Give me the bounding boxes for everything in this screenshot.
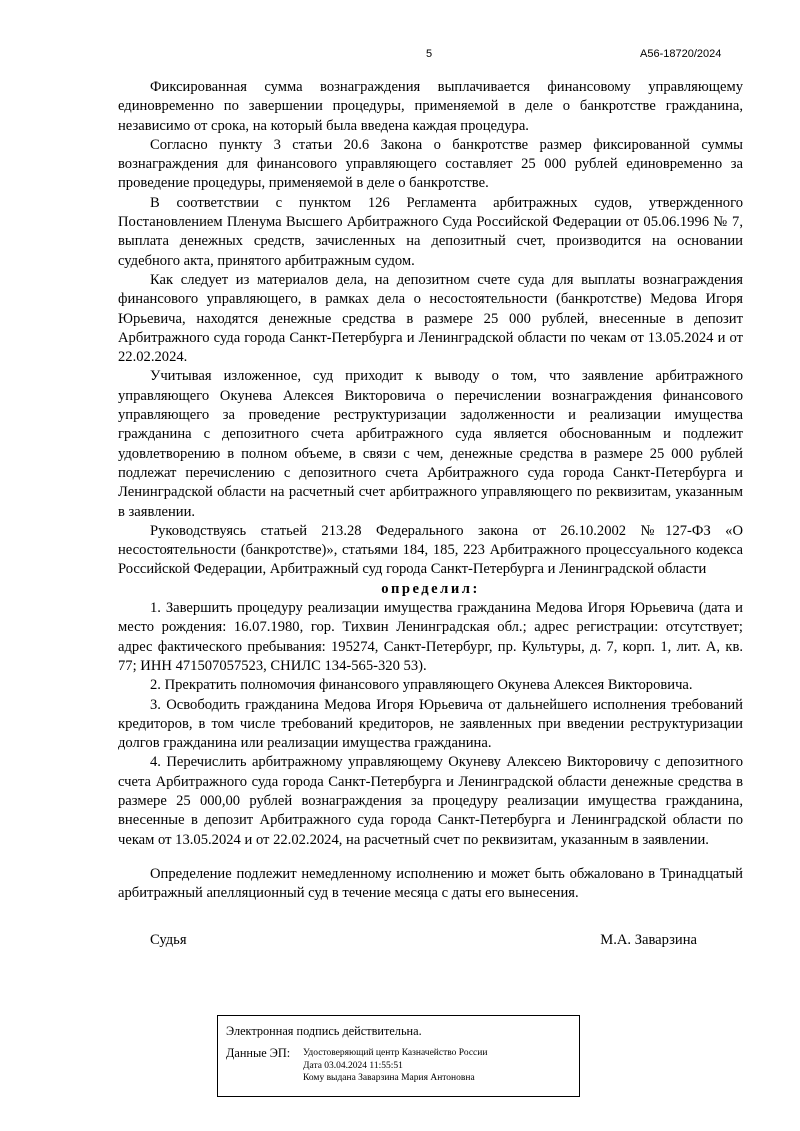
decision-item: 4. Перечислить арбитражному управляющему Окуневу Алексею Викторовичу с депозитного счета Арбитражного суда города Санкт-Петербурга и Ленинградской области денежные средства в размере 25 000,00 рублей вознаграждения за процедуру реализации имущества гражданина, внесенные в депозит Арбитражного суда города Санкт-Петербурга и Ленинградской области по чекам от 13.05.2024 и от 22.02.2024, на расчетный счет по реквизитам, указанным в заявлении. [118,754,743,848]
page-number: 5 [426,48,433,60]
case-number: А56-18720/2024 [640,48,722,60]
decision-heading: определил: [381,580,480,597]
spacer [118,850,743,865]
decision-item: 3. Освободить гражданина Медова Игоря Юрьевича от дальнейшего исполнения требований кредиторов, в том числе требований кредиторов, не заявленных при введении реструктуризации долгов гражданина или реализации имущества гражданина. [118,696,743,752]
signature-line [118,932,697,949]
judge-role: Судья [150,932,187,948]
stamp-issued-to: Кому выдана Заварзина Мария Антоновна [303,1073,475,1084]
decision-item: 1. Завершить процедуру реализации имущества гражданина Медова Игоря Юрьевича (дата и место рождения: 16.07.1980, гор. Тихвин Ленинградская обл.; адрес регистрации: отсутствует; адрес фактического пребывания: 195274, Санкт-Петербург, пр. Культуры, д. 7, корп. 1, лит. А, кв. 77; ИНН 471507057523, СНИЛС 134-565-320 53). [118,600,743,674]
document-body [118,78,743,903]
paragraph: Фиксированная сумма вознаграждения выплачивается финансовому управляющему единовременно по завершении процедуры, применяемой в деле о банкротстве гражданина, независимо от срока, на который была введена каждая процедура. [118,79,743,134]
stamp-title: Электронная подпись действительна. [226,1024,422,1038]
paragraph: Руководствуясь статьей 213.28 Федерального закона от 26.10.2002 №127-ФЗ «О несостоятельности (банкротстве)», статьями 184, 185, 223 Арбитражного процессуального кодекса Российской Федерации, Арбитражный суд города Санкт-Петербурга и Ленинградской области [118,522,743,578]
stamp-details [303,1047,487,1085]
stamp-label: Данные ЭП: [226,1046,291,1060]
judge-name: М.А. Заварзина [600,932,697,948]
closing-paragraph: Определение подлежит немедленному исполнению и может быть обжаловано в Тринадцатый арбитражный апелляционный суд в течение месяца с даты его вынесения. [118,865,743,902]
paragraph: В соответствии с пунктом 126 Регламента арбитражных судов, утвержденного Постановлением Пленума Высшего Арбитражного Суда Российской Федерации от 05.06.1996 № 7, выплата денежных средств, зачисленных на депозитный счет, производится на основании судебного акта, принятого арбитражным судом. [118,194,743,269]
paragraph: Согласно пункту 3 статьи 20.6 Закона о банкротстве размер фиксированной суммы вознаграждения для финансового управляющего составляет 25 000 рублей единовременно за проведение процедуры, применяемой в деле о банкротстве. [118,136,743,192]
paragraph: Учитывая изложенное, суд приходит к выводу о том, что заявление арбитражного управляющего Окунева Алексея Викторовича о перечислении вознаграждения финансового управляющего за проведение реструктуризации задолженности и реализации имущества гражданина с депозитного счета арбитражного суда является обоснованным и подлежит удовлетворению в полном объеме, в связи с чем, денежные средства в размере 25 000 рублей подлежат перечислению с депозитного счета Арбитражного суда города Санкт-Петербурга и Ленинградской области на расчетный счет арбитражного управляющего по реквизитам, указанным в заявлении. [118,368,743,520]
paragraph: Как следует из материалов дела, на депозитном счете суда для выплаты вознаграждения финансового управляющего, в рамках дела о несостоятельности (банкротстве) Медова Игоря Юрьевича, находятся денежные средства в размере 25 000 рублей, внесенные в депозит Арбитражного суда города Санкт-Петербурга и Ленинградской области по чекам от 13.05.2024 и от 22.02.2024. [118,271,743,366]
stamp-date: Дата 03.04.2024 11:55:51 [303,1060,403,1071]
stamp-issuer: Удостоверяющий центр Казначейство России [303,1048,488,1058]
decision-item: 2. Прекратить полномочия финансового управляющего Окунева Алексея Викторовича. [150,677,693,694]
electronic-signature-stamp [217,1015,580,1097]
